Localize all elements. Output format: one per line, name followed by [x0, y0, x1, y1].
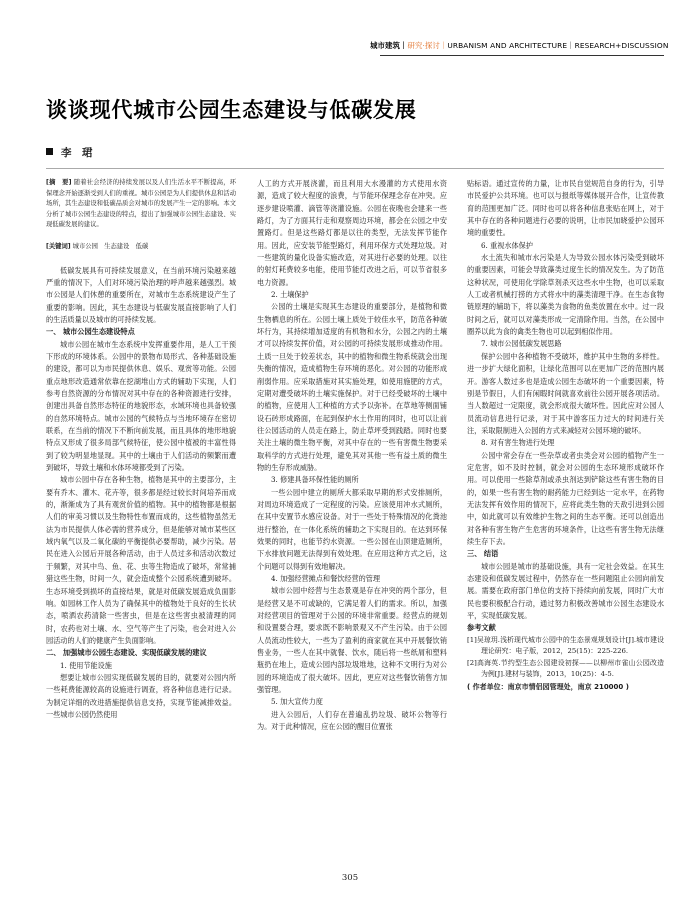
paragraph: 贴标语。通过宣传的力量，让市民自觉规范自身的行为，引导市民爱护公共环境。也可以与报纸等媒体展开合作，让宣传教育的范围更加广泛。同时也可以将各种信息张贴在网上，对于其中存在的各种问题进行必要的说明，让市民加晓爱护公园环境的重要性。 [467, 179, 664, 238]
keywords-label: [关键词] [46, 242, 71, 250]
reference-item: [1]吴琼玥.浅析现代城市公园中的生态景观规划设计[J].城市建设理论研究：电子版，2012，25(15)：225-226. [467, 635, 664, 656]
author-line [46, 145, 93, 160]
keywords [46, 242, 236, 253]
section-tag: 研究·探讨 [407, 41, 440, 50]
header-rule [380, 55, 664, 56]
subsection-heading: 2. 土壤保护 [271, 290, 309, 300]
paragraph: 保护公园中各种植物不受破坏，维护其中生物的多样性。进一步扩大绿化面积，让绿化范围可以在更加广泛的范围内展开。游客人数过多也是造成公园生态破坏的一个重要因素，特别是节假日，人们有闲暇时间就喜欢前往公园开展各项活动。当人数超过一定限度，就会形成很大破坏性。因此应对公园人员流动信息进行记录，对于其中游客压力过大的时间进行关注，采取限制进入公园的方式来减轻对公园环境的破坏。 [467, 351, 664, 435]
square-bullet-icon [46, 148, 53, 155]
section-heading: 一、 城市公园生态建设特点 [46, 327, 135, 337]
paragraph: 公园的土壤是实现其生态建设的重要部分，是植物和微生物栖息的所在。公园土壤上质处于较佳水平，防范各种破坏行为，其持续增加适度的有机物和水分，公园之内的土壤才可以持续发挥价值，对公园的可持续发展形成推动作用。土质一旦处于较差状态，其中的植物和微生物系统就会出现失衡的情况，造成植物生存环境的恶化。对公园的功能形成削弱作用。应采取措施对其实施处理，如使用施肥的方式，定期对遭受破坏的土壤实施保护。对于已经受破坏的土壤中的植物，应使用人工种植的方式予以弥补。在草地等侧面铺设石砖形成路面，在起到保护水土作用的同时，也可以让前往公园活动的人员走在路上，防止草坪受到践踏。同时也要关注土壤的微生物平衡，对其中存在的一些有害微生物要采取科学的方式进行处理，避免其对其他一些有益土质的微生物的生存形成威胁。 [257, 302, 447, 472]
subsection-heading: 8. 对有害生物进行处理 [481, 438, 555, 448]
section-heading: 三、 结语 [467, 549, 499, 559]
column-1 [46, 178, 236, 721]
author-name: 李 珺 [61, 147, 93, 159]
article-title: 谈谈现代城市公园生态建设与低碳发展 [46, 98, 417, 122]
paragraph: 人工的方式开展浇灌，而且利用大水漫灌的方式使用水资源，造成了较大程度的浪费，与节能环保理念存在冲突。应逐步建设喷灌、滴管等浇灌设施。公园在夜晚也会建来一些路灯，为了方面其行走和观察周边环境，都会在公园之中安置路灯。但是这些路灯都是以往的类型，无法发挥节能作用。因此，应安装节能型路灯，利用环保方式处理垃圾。对一些建筑的量化设备实施改造，对其进行必要的处理。以往的射灯耗费较多电能，使用节能灯改进之后，可以节省很多电力资源。 [257, 179, 447, 287]
journal-name: 城市建筑 [370, 41, 400, 50]
paragraph: 城市公园中存在各种生物，植物是其中的主要部分，主要有乔木、灌木、花卉等，很多都是经过较长时间培养而成的，渐渐成为了具有观赏价值的植物。其中的植物都是根据人们的审美习惯以及生物特性布置而成的，这些植物虽然无法为市民提供人体必需的营养成分，但是能够对城市某些区域内氧气以及二氧化碳的平衡提供必要帮助，减少污染。居民在进入公园后开展各种活动，由于人员过多和活动次数过于频繁，对其中鸟、鱼、花、虫等生物造成了破坏，常常捕猎这些生物，时间一久，就会造成整个公园系统遭到破坏。生态环境受到损坏的直接结果，就是对低碳发展造成负面影响。如园林工作人员为了确保其中的植物处于良好的生长状态，喷洒农药清除一些害虫，但是在这些害虫被清理的同时，农药也对土壤、水、空气等产生了污染，也会对进入公园活动的人们的健康产生负面影响。 [46, 475, 236, 645]
paragraph: 想要让城市公园实现低碳发展的目的，就要对公园内所一些耗费能源较高的设施进行调查，将各种信息进行记录。为制定详细的改进措施提供信息支持，实现节能减排效益。一些城市公园仍然使用 [46, 672, 236, 719]
journal-name-en: URBANISM AND ARCHITECTURE [447, 41, 568, 50]
subsection-heading: 3. 修建具备环保性能的厕所 [271, 475, 359, 485]
running-header: 城市建筑｜研究·探讨｜URBANISM AND ARCHITECTURE｜RESEARCH+DISCUSSION [370, 41, 669, 50]
references-heading: 参考文献 [467, 623, 496, 633]
abstract [46, 178, 236, 231]
keywords-text: 城市公园 生态建设 低碳 [72, 242, 149, 250]
page-number: 305 [341, 873, 359, 883]
paragraph: 一些公园中建立的厕所大都采取早期的形式安排厕所，对周边环境造成了一定程度的污染。应该使用冲水式厕所，在其中安置节水感应设备。对于一些处于特殊情况的化粪池进行整治，在一体化系统的辅助之下实现目的。在达到环保效果的同时，也能节约水资源。一些公园在山顶建造厕所，下水排放问题无法得到有效处理。在应用这种方式之后，这个问题可以得到有效地解决。 [257, 487, 447, 571]
subsection-heading: 5. 加大宣传力度 [271, 697, 323, 707]
paragraph: 进入公园后，人们存在普遍乱扔垃圾、破坏公物等行为。对于此种情况，应在公园的醒目位置张 [257, 709, 447, 732]
paragraph: 城市公园是城市的基础设施，具有一定社会效益。在其生态建设和低碳发展过程中，仍然存在一些问题阻止公园向前发展。需要在政府部门单位的支持下持续向前发展，同时广大市民也要积极配合行动，通过努力积极改善城市公园生态建设水平，实现低碳发展。 [467, 561, 664, 621]
abstract-text: 随着社会经济的持续发展以及人们生活水平不断提高，环保理念开始逐渐受到人们的重视。城市公园是为人们提供休息和活动场所，其生态建设和低碳品质会对城市的发展产生一定的影响。本文分析了城市公园生态建设的特点，提出了加强城市公园生态建设、实现低碳发展的建议。 [46, 179, 236, 229]
paragraph: 水土流失和城市水污染是人为导致公园水体污染受到破坏的重要因素，可能会导致藻类过度生长的情况发生。为了防范这种状况，可使用化学除草剂杀灭这些水中生物，也可以采取人工或者机械打捞的方式将水中的藻类清理干净。在生态食物链原理的辅助下，将以藻类为食物的鱼类放置在水中。过一段时间之后，就可以对藻类形成一定清除作用。当然，在公园中圈养以此为食的禽类生物也可以起到相似作用。 [467, 253, 664, 337]
paragraph: 公园中常会存在一些杂草或者虫类会对公园的植物产生一定危害，如不及时控制，就会对公园的生态环境形成破坏作用。可以使用一些除草剂或杀虫剂达到铲除这些有害生物的目的，如果一些有害生物的耐药能力已经到达一定水平，在药物无法发挥有效作用的情况下，应将此类生物的天敌引进到公园中，如此就可以有效维护生物之间的生态平衡。还可以创造出对各种有害生物产生危害的环境条件，让这些有害生物无法继续生存下去。 [467, 450, 664, 546]
abstract-label: [摘 要] [46, 179, 72, 186]
subsection-heading: 6. 重视水体保护 [481, 240, 533, 250]
section-heading: 二、 加强城市公园生态建设、实现低碳发展的建议 [46, 648, 207, 658]
subsection-heading: 7. 城市公园低碳发展思路 [481, 339, 562, 349]
subsection-heading: 1. 使用节能设施 [60, 660, 112, 670]
section-tag-en: RESEARCH+DISCUSSION [574, 41, 669, 50]
column-2 [257, 178, 447, 733]
subsection-heading: 4. 加强经营摊点和餐饮经营的管理 [271, 574, 381, 583]
author-affiliation: ( 作者单位：南京市情侣园管理处，南京 210000 ) [467, 682, 629, 691]
paragraph: 城市公园中经营与生态景观是存在冲突的两个部分，但是经营又是不可或缺的，它满足着人们的需求。所以，加强对经营项目的管理对于公园的环境非常重要。经营点的规划和设置要合理，要求既不影响景观又不产生污染。由于公园人员流动性较大，一些为了盈利的商家就在其中开展餐饮销售业务，一些人在其中就餐、饮水，随后将一些纸屑和塑料瓶扔在地上，造成公园内部垃圾堆地，这种不文明行为对公园的环境造成了很大破坏。因此，更应对这些餐饮销售方加强管理。 [257, 586, 447, 695]
title-rule [46, 168, 664, 169]
intro-paragraph: 低碳发展具有可持续发展意义，在当前环境污染越来越严重的情况下，人们对环境污染治理的呼声越来越强烈。城市公园是人们休憩的重要所在，对城市生态系统建设产生了重要的影响。因此，其生态建设与低碳发展直接影响了人们的生活质量以及城市的可持续发展。 [46, 265, 236, 324]
reference-item: [2]高海英.节约型生态公园建设初探——以柳州市雀山公园改造为例[J].建材与装饰，2013，10(25)：4-5. [467, 658, 664, 679]
column-3 [467, 178, 664, 693]
paragraph: 城市公园在城市生态系统中发挥重要作用，是人工干预下形成的环境体系。公园中的景物布局形式、各种基础设施的建设，都可以为市民提供休息、娱乐、观赏等功能。公园重点地形改造通常依靠在挖湖堆山方式的辅助下实现，人们参考自然资源的分布情况对其中存在的各种资源进行安排，创建出具备自然形态特征的地貌形态，水域环境也具备较强的自然环境特点。城市公园的气候特点与当地环境存在密切联系，在当前的情况下不断向前发展，而且具体的地形地貌特点又形成了很多局部气候特征，使公园中植被的丰富性得到了较为明显地显现。其中的土壤由于人们活动的频繁而遭到破坏，导致土壤和水体环境都受到了污染。 [46, 339, 236, 473]
